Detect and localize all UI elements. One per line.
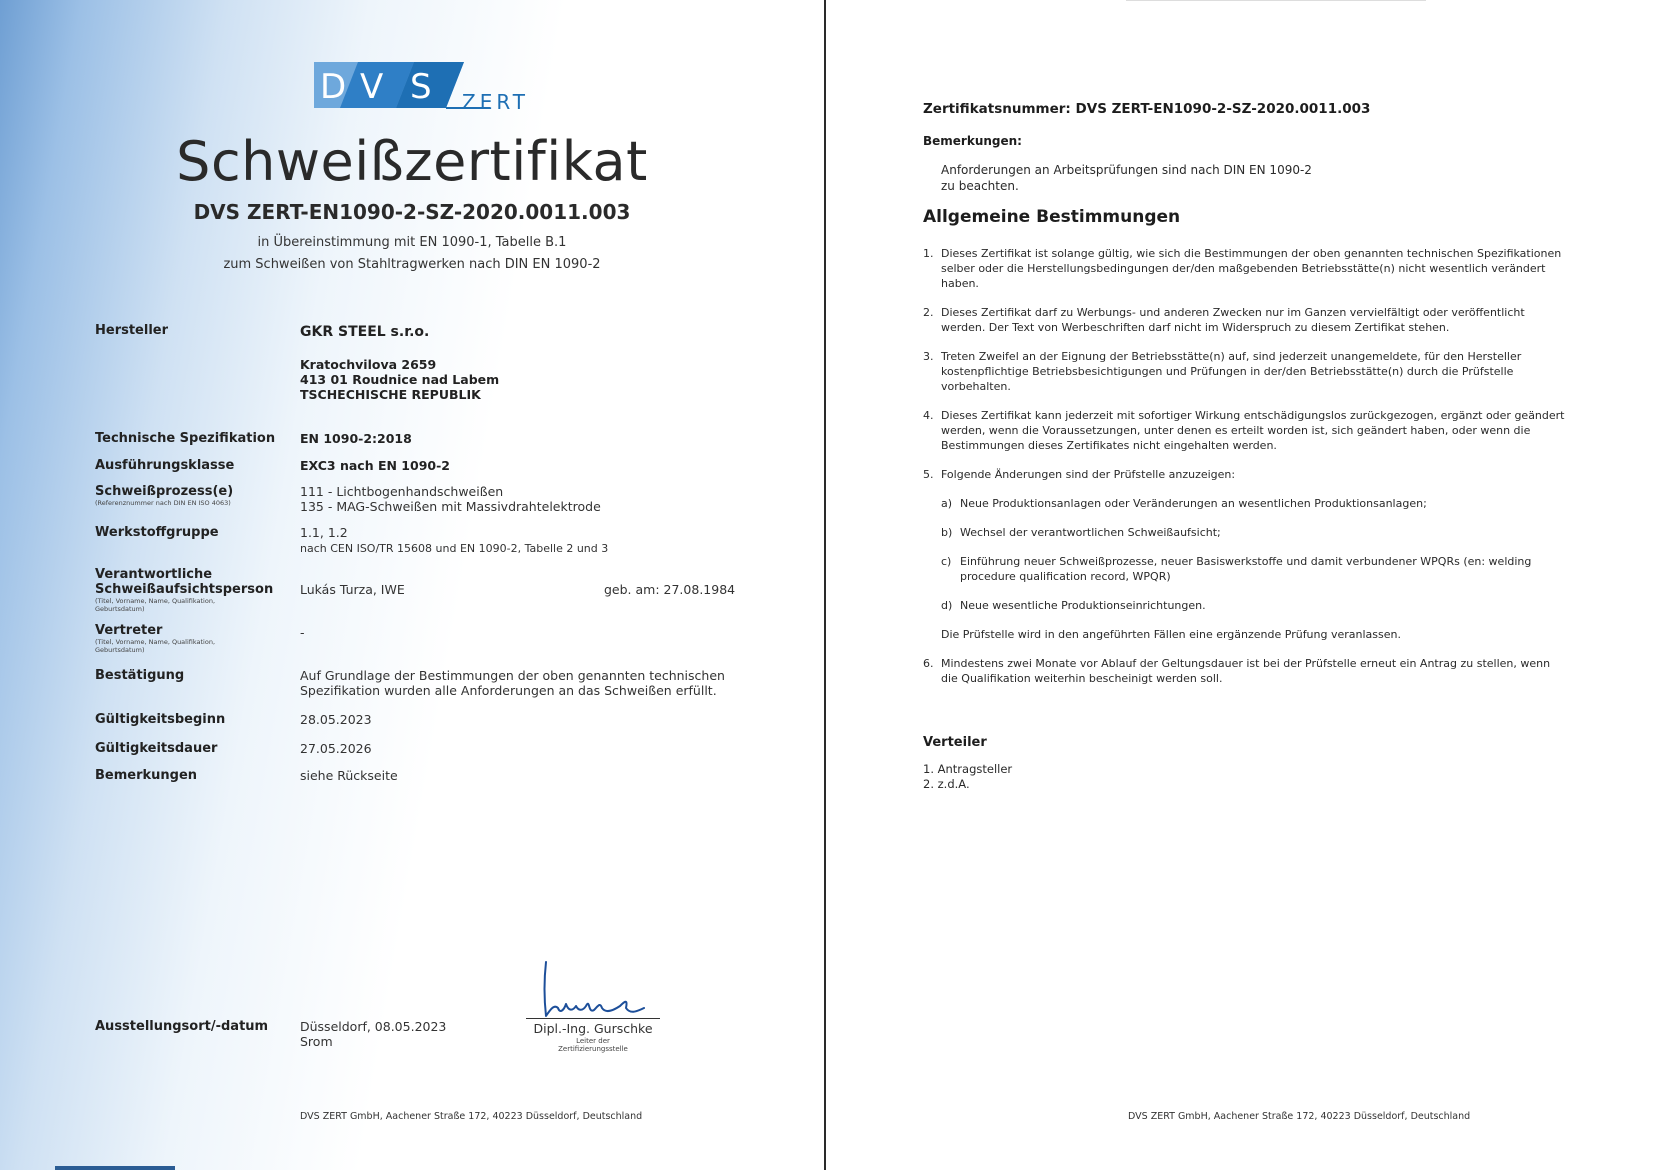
issue-line-2: Srom — [300, 1034, 333, 1049]
provision-6-number: 6. — [923, 657, 934, 670]
process-line-1: 111 - Lichtbogenhandschweißen — [300, 484, 504, 499]
certificate-subtitle-1: in Übereinstimmung mit EN 1090-1, Tabelle B.1 — [257, 235, 567, 250]
provision-3-line-1: Treten Zweifel an der Eignung der Betriebsstätte(n) auf, sind jederzeit unangemeldete, für den Hersteller — [941, 350, 1522, 363]
subitem-c-letter: c) — [941, 555, 952, 568]
manufacturer-city: 413 01 Roudnice nad Labem — [300, 372, 500, 387]
provision-3-number: 3. — [923, 350, 934, 363]
material-line-2: nach CEN ISO/TR 15608 und EN 1090-2, Tabelle 2 und 3 — [300, 542, 609, 555]
provision-5-number: 5. — [923, 468, 934, 481]
subitem-c-line-1: Einführung neuer Schweißprozesse, neuer Basiswerkstoffe und damit verbundener WPQRs (en: welding — [960, 555, 1532, 568]
issue-line-1: Düsseldorf, 08.05.2023 — [300, 1019, 447, 1034]
signatory-role-line-1: Leiter der — [576, 1037, 610, 1045]
tech-spec-value: EN 1090-2:2018 — [300, 431, 412, 446]
manufacturer-street: Kratochvilova 2659 — [300, 357, 437, 372]
provision-2-line-2: werden. Der Text von Werbeschriften darf nicht im Widerspruch zu diesem Zertifikat stehen. — [941, 321, 1450, 334]
back-remarks-line-2: zu beachten. — [941, 179, 1019, 193]
confirmation-label: Bestätigung — [95, 668, 185, 683]
certificate-title: Schweißzertifikat — [176, 130, 648, 193]
provision-1-line-3: haben. — [941, 277, 979, 290]
certificate-number: DVS ZERT-EN1090-2-SZ-2020.0011.003 — [193, 200, 631, 224]
provision-4-line-1: Dieses Zertifikat kann jederzeit mit sofortiger Wirkung entschädigungslos zurückgezogen, ergänzt oder geändert — [941, 409, 1565, 422]
deputy-note-2: Geburtsdatum) — [95, 646, 145, 654]
dvs-zert-logo — [314, 62, 534, 112]
svg-text:D: D — [320, 67, 349, 107]
back-cert-number: Zertifikatsnummer: DVS ZERT-EN1090-2-SZ-2020.0011.003 — [923, 101, 1371, 117]
certificate-subtitle-2: zum Schweißen von Stahltragwerken nach DIN EN 1090-2 — [223, 257, 601, 272]
deputy-note-1: (Titel, Vorname, Name, Qualifikation, — [95, 638, 216, 646]
bottom-edge-bar — [55, 1166, 175, 1170]
provision-5-line-1: Folgende Änderungen sind der Prüfstelle anzuzeigen: — [941, 468, 1236, 481]
responsible-birth: geb. am: 27.08.1984 — [604, 582, 736, 597]
provision-2-number: 2. — [923, 306, 934, 319]
certificate-front-page — [0, 0, 824, 1170]
provision-3-line-2: kostenpflichtige Betriebsbesichtigungen und Prüfungen in der/den Betriebsstätte(n) durch die Prüfstelle — [941, 365, 1514, 378]
confirmation-line-2: Spezifikation wurden alle Anforderungen an das Schweißen erfüllt. — [300, 683, 717, 698]
subitem-a-letter: a) — [941, 497, 953, 510]
provision-6-line-2: die Qualifikation weiterhin bescheinigt werden soll. — [941, 672, 1223, 685]
issue-label: Ausstellungsort/-datum — [95, 1019, 269, 1034]
valid-from-value: 28.05.2023 — [300, 712, 372, 727]
logo-zert-text: ZERT — [462, 90, 529, 114]
manufacturer-label: Hersteller — [95, 323, 169, 338]
valid-until-value: 27.05.2026 — [300, 741, 372, 756]
distribution-item-1: 1. Antragsteller — [923, 762, 1013, 776]
deputy-label: Vertreter — [95, 623, 163, 638]
handwritten-signature — [524, 958, 664, 1020]
distribution-item-2: 2. z.d.A. — [923, 777, 970, 791]
right-footer: DVS ZERT GmbH, Aachener Straße 172, 40223 Düsseldorf, Deutschland — [1128, 1111, 1471, 1122]
provision-6-line-1: Mindestens zwei Monate vor Ablauf der Geltungsdauer ist bei der Prüfstelle erneut ein Antrag zu stellen, wenn — [941, 657, 1551, 670]
tech-spec-label: Technische Spezifikation — [95, 431, 276, 446]
confirmation-line-1: Auf Grundlage der Bestimmungen der oben genannten technischen — [300, 668, 725, 683]
distribution-label: Verteiler — [923, 735, 987, 750]
certificate-back-page — [826, 0, 1654, 1170]
top-scan-line — [1126, 0, 1426, 1]
svg-text:V: V — [360, 67, 384, 107]
material-label: Werkstoffgruppe — [95, 525, 219, 540]
exec-class-label: Ausführungsklasse — [95, 458, 235, 473]
provision-3-line-3: vorbehalten. — [941, 380, 1011, 393]
process-line-2: 135 - MAG-Schweißen mit Massivdrahtelektrode — [300, 499, 601, 514]
subitem-b-line-1: Wechsel der verantwortlichen Schweißaufsicht; — [960, 526, 1221, 539]
process-label: Schweißprozess(e) — [95, 484, 234, 499]
provision-4-line-3: Bestimmungen dieses Zertifikates nicht eingehalten werden. — [941, 439, 1277, 452]
subitem-a-line-1: Neue Produktionsanlagen oder Veränderungen an wesentlichen Produktionsanlagen; — [960, 497, 1427, 510]
responsible-note-2: Geburtsdatum) — [95, 605, 145, 613]
deputy-value: - — [300, 625, 305, 640]
subitem-d-letter: d) — [941, 599, 953, 612]
signature-line — [526, 1018, 660, 1019]
subitem-c-line-2: procedure qualification record, WPQR) — [960, 570, 1171, 583]
responsible-label-2: Schweißaufsichtsperson — [95, 582, 274, 597]
signatory-role — [520, 1037, 666, 1053]
provision-1-line-1: Dieses Zertifikat ist solange gültig, wie sich die Bestimmungen der oben genannten technischen Spezifikationen — [941, 247, 1562, 260]
subitem-d-line-1: Neue wesentliche Produktionseinrichtungen. — [960, 599, 1206, 612]
provision-5-note: Die Prüfstelle wird in den angeführten Fällen eine ergänzende Prüfung veranlassen. — [941, 628, 1401, 641]
provision-1-line-2: selber oder die Herstellungsbedingungen der/den maßgebenden Betriebsstätte(n) nicht wesentlich verändert — [941, 262, 1546, 275]
provision-1-number: 1. — [923, 247, 934, 260]
provision-2-line-1: Dieses Zertifikat darf zu Werbungs- und anderen Zwecken nur im Ganzen vervielfältigt oder veröffentlicht — [941, 306, 1525, 319]
manufacturer-name: GKR STEEL s.r.o. — [300, 324, 430, 340]
back-remarks-label: Bemerkungen: — [923, 134, 1022, 148]
responsible-note-1: (Titel, Vorname, Name, Qualifikation, — [95, 597, 216, 605]
general-provisions-title: Allgemeine Bestimmungen — [923, 207, 1181, 227]
signatory-name: Dipl.-Ing. Gurschke — [533, 1021, 653, 1036]
left-footer: DVS ZERT GmbH, Aachener Straße 172, 40223 Düsseldorf, Deutschland — [300, 1111, 643, 1122]
manufacturer-country: TSCHECHISCHE REPUBLIK — [300, 387, 481, 402]
subitem-b-letter: b) — [941, 526, 953, 539]
responsible-value: Lukás Turza, IWE — [300, 582, 405, 597]
remarks-value: siehe Rückseite — [300, 768, 398, 783]
back-remarks-line-1: Anforderungen an Arbeitsprüfungen sind nach DIN EN 1090-2 — [941, 163, 1312, 177]
process-note: (Referenznummer nach DIN EN ISO 4063) — [95, 499, 231, 507]
material-line-1: 1.1, 1.2 — [300, 525, 348, 540]
provision-4-number: 4. — [923, 409, 934, 422]
provision-4-line-2: werden, wenn die Voraussetzungen, unter denen es erteilt worden ist, sich geändert haben, oder wenn die — [941, 424, 1531, 437]
svg-text:S: S — [410, 67, 432, 107]
remarks-label: Bemerkungen — [95, 768, 198, 783]
signatory-role-line-2: Zertifizierungsstelle — [558, 1045, 628, 1053]
responsible-label-1: Verantwortliche — [95, 567, 213, 582]
valid-from-label: Gültigkeitsbeginn — [95, 712, 226, 727]
exec-class-value: EXC3 nach EN 1090-2 — [300, 458, 450, 473]
valid-until-label: Gültigkeitsdauer — [95, 741, 218, 756]
